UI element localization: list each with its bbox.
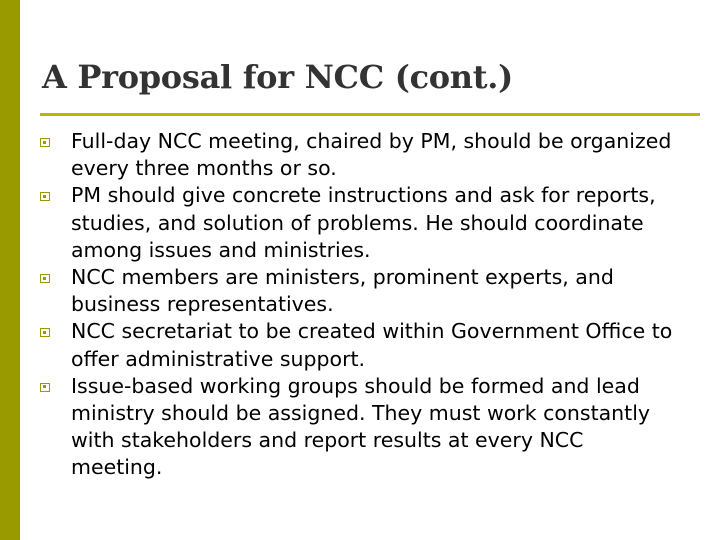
bullet-item [40,264,680,318]
bullet-item [40,318,680,372]
bullet-text: NCC members are ministers, prominent experts, and business representatives. [71,265,614,317]
bullet-text: NCC secretariat to be created within Government Office to offer administrative support. [71,319,673,371]
square-bullet-icon [40,383,50,392]
slide-title: A Proposal for NCC (cont.) [42,58,513,96]
bullet-item [40,182,680,264]
bullet-item [40,128,680,182]
square-bullet-icon [40,274,50,283]
title-underline [40,113,700,116]
accent-side-bar [0,0,20,540]
square-bullet-icon [40,192,50,201]
bullet-text: PM should give concrete instructions and ask for reports, studies, and solution of problems. He should coordinate among issues and ministries. [71,183,656,262]
bullet-text: Full-day NCC meeting, chaired by PM, should be organized every three months or so. [71,129,672,181]
bullet-item [40,373,680,482]
bullet-list [40,128,680,482]
square-bullet-icon [40,138,50,147]
bullet-text: Issue-based working groups should be formed and lead ministry should be assigned. They must work constantly with stakeholders and report results at every NCC meeting. [71,373,651,480]
square-bullet-icon [40,328,50,337]
